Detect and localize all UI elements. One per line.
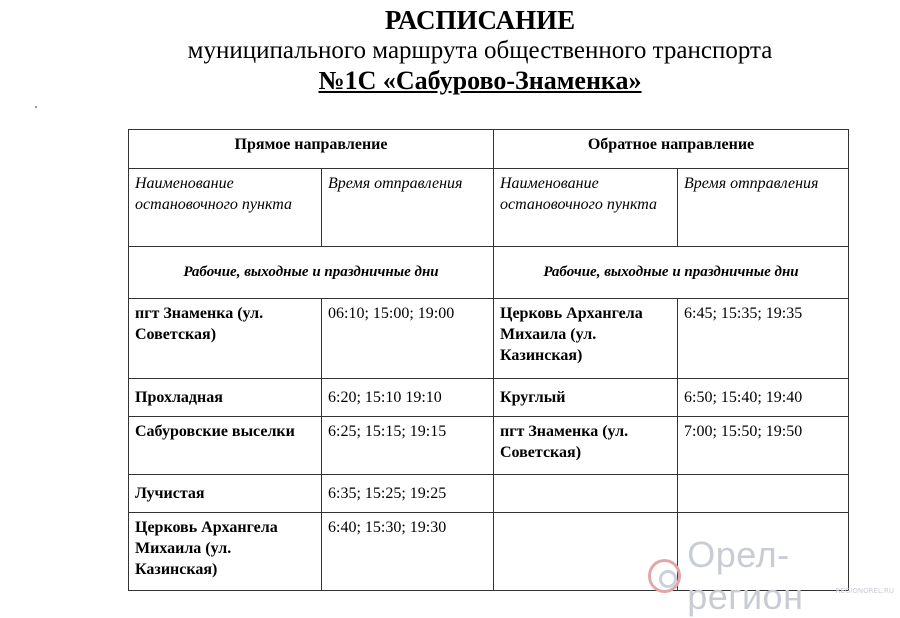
- document-header: [0, 4, 900, 96]
- return-stop-cell: Церковь Архангела Михаила (ул. Казинская): [494, 299, 678, 379]
- return-time-cell: 6:45; 15:35; 19:35: [678, 299, 849, 379]
- forward-time-cell: 6:40; 15:30; 19:30: [322, 513, 494, 591]
- watermark-subtext: REGIONOREL.RU: [835, 587, 894, 595]
- forward-time-cell: 6:25; 15:15; 19:15: [322, 417, 494, 475]
- forward-stop-cell: пгт Знаменка (ул. Советская): [129, 299, 322, 379]
- forward-time-cell: 6:20; 15:10 19:10: [322, 379, 494, 417]
- return-stop-cell: пгт Знаменка (ул. Советская): [494, 417, 678, 475]
- forward-stop-cell: Сабуровские выселки: [129, 417, 322, 475]
- return-direction-header: Обратное направление: [494, 130, 849, 169]
- table-row: [129, 379, 849, 417]
- forward-time-cell: 6:35; 15:25; 19:25: [322, 475, 494, 513]
- table-row: [129, 475, 849, 513]
- route-name: №1С «Сабурово-Знаменка»: [318, 66, 642, 95]
- forward-time-cell: 06:10; 15:00; 19:00: [322, 299, 494, 379]
- return-time-cell: 7:00; 15:50; 19:50: [678, 417, 849, 475]
- forward-stop-cell: Церковь Архангела Михаила (ул. Казинская): [129, 513, 322, 591]
- days-return: Рабочие, выходные и праздничные дни: [494, 247, 849, 299]
- return-time-cell: 6:50; 15:40; 19:40: [678, 379, 849, 417]
- col-stop-return: Наименование остановочного пункта: [494, 169, 678, 247]
- orel-region-logo-icon: [648, 559, 681, 593]
- document-title: РАСПИСАНИЕ: [384, 5, 576, 35]
- forward-direction-header: Прямое направление: [129, 130, 494, 169]
- return-time-cell: [678, 475, 849, 513]
- table-row: [129, 299, 849, 379]
- col-time-return: Время отправления: [678, 169, 849, 247]
- days-forward: Рабочие, выходные и праздничные дни: [129, 247, 494, 299]
- return-stop-cell: [494, 475, 678, 513]
- col-time-forward: Время отправления: [322, 169, 494, 247]
- forward-stop-cell: Лучистая: [129, 475, 322, 513]
- document-subtitle: муниципального маршрута общественного транспорта: [187, 37, 773, 64]
- watermark-text: Орел-регион: [687, 533, 804, 617]
- schedule-table: [128, 129, 849, 591]
- watermark: [648, 533, 900, 617]
- return-stop-cell: Круглый: [494, 379, 678, 417]
- scan-speck: [35, 106, 37, 108]
- table-row: [129, 417, 849, 475]
- col-stop-forward: Наименование остановочного пункта: [129, 169, 322, 247]
- forward-stop-cell: Прохладная: [129, 379, 322, 417]
